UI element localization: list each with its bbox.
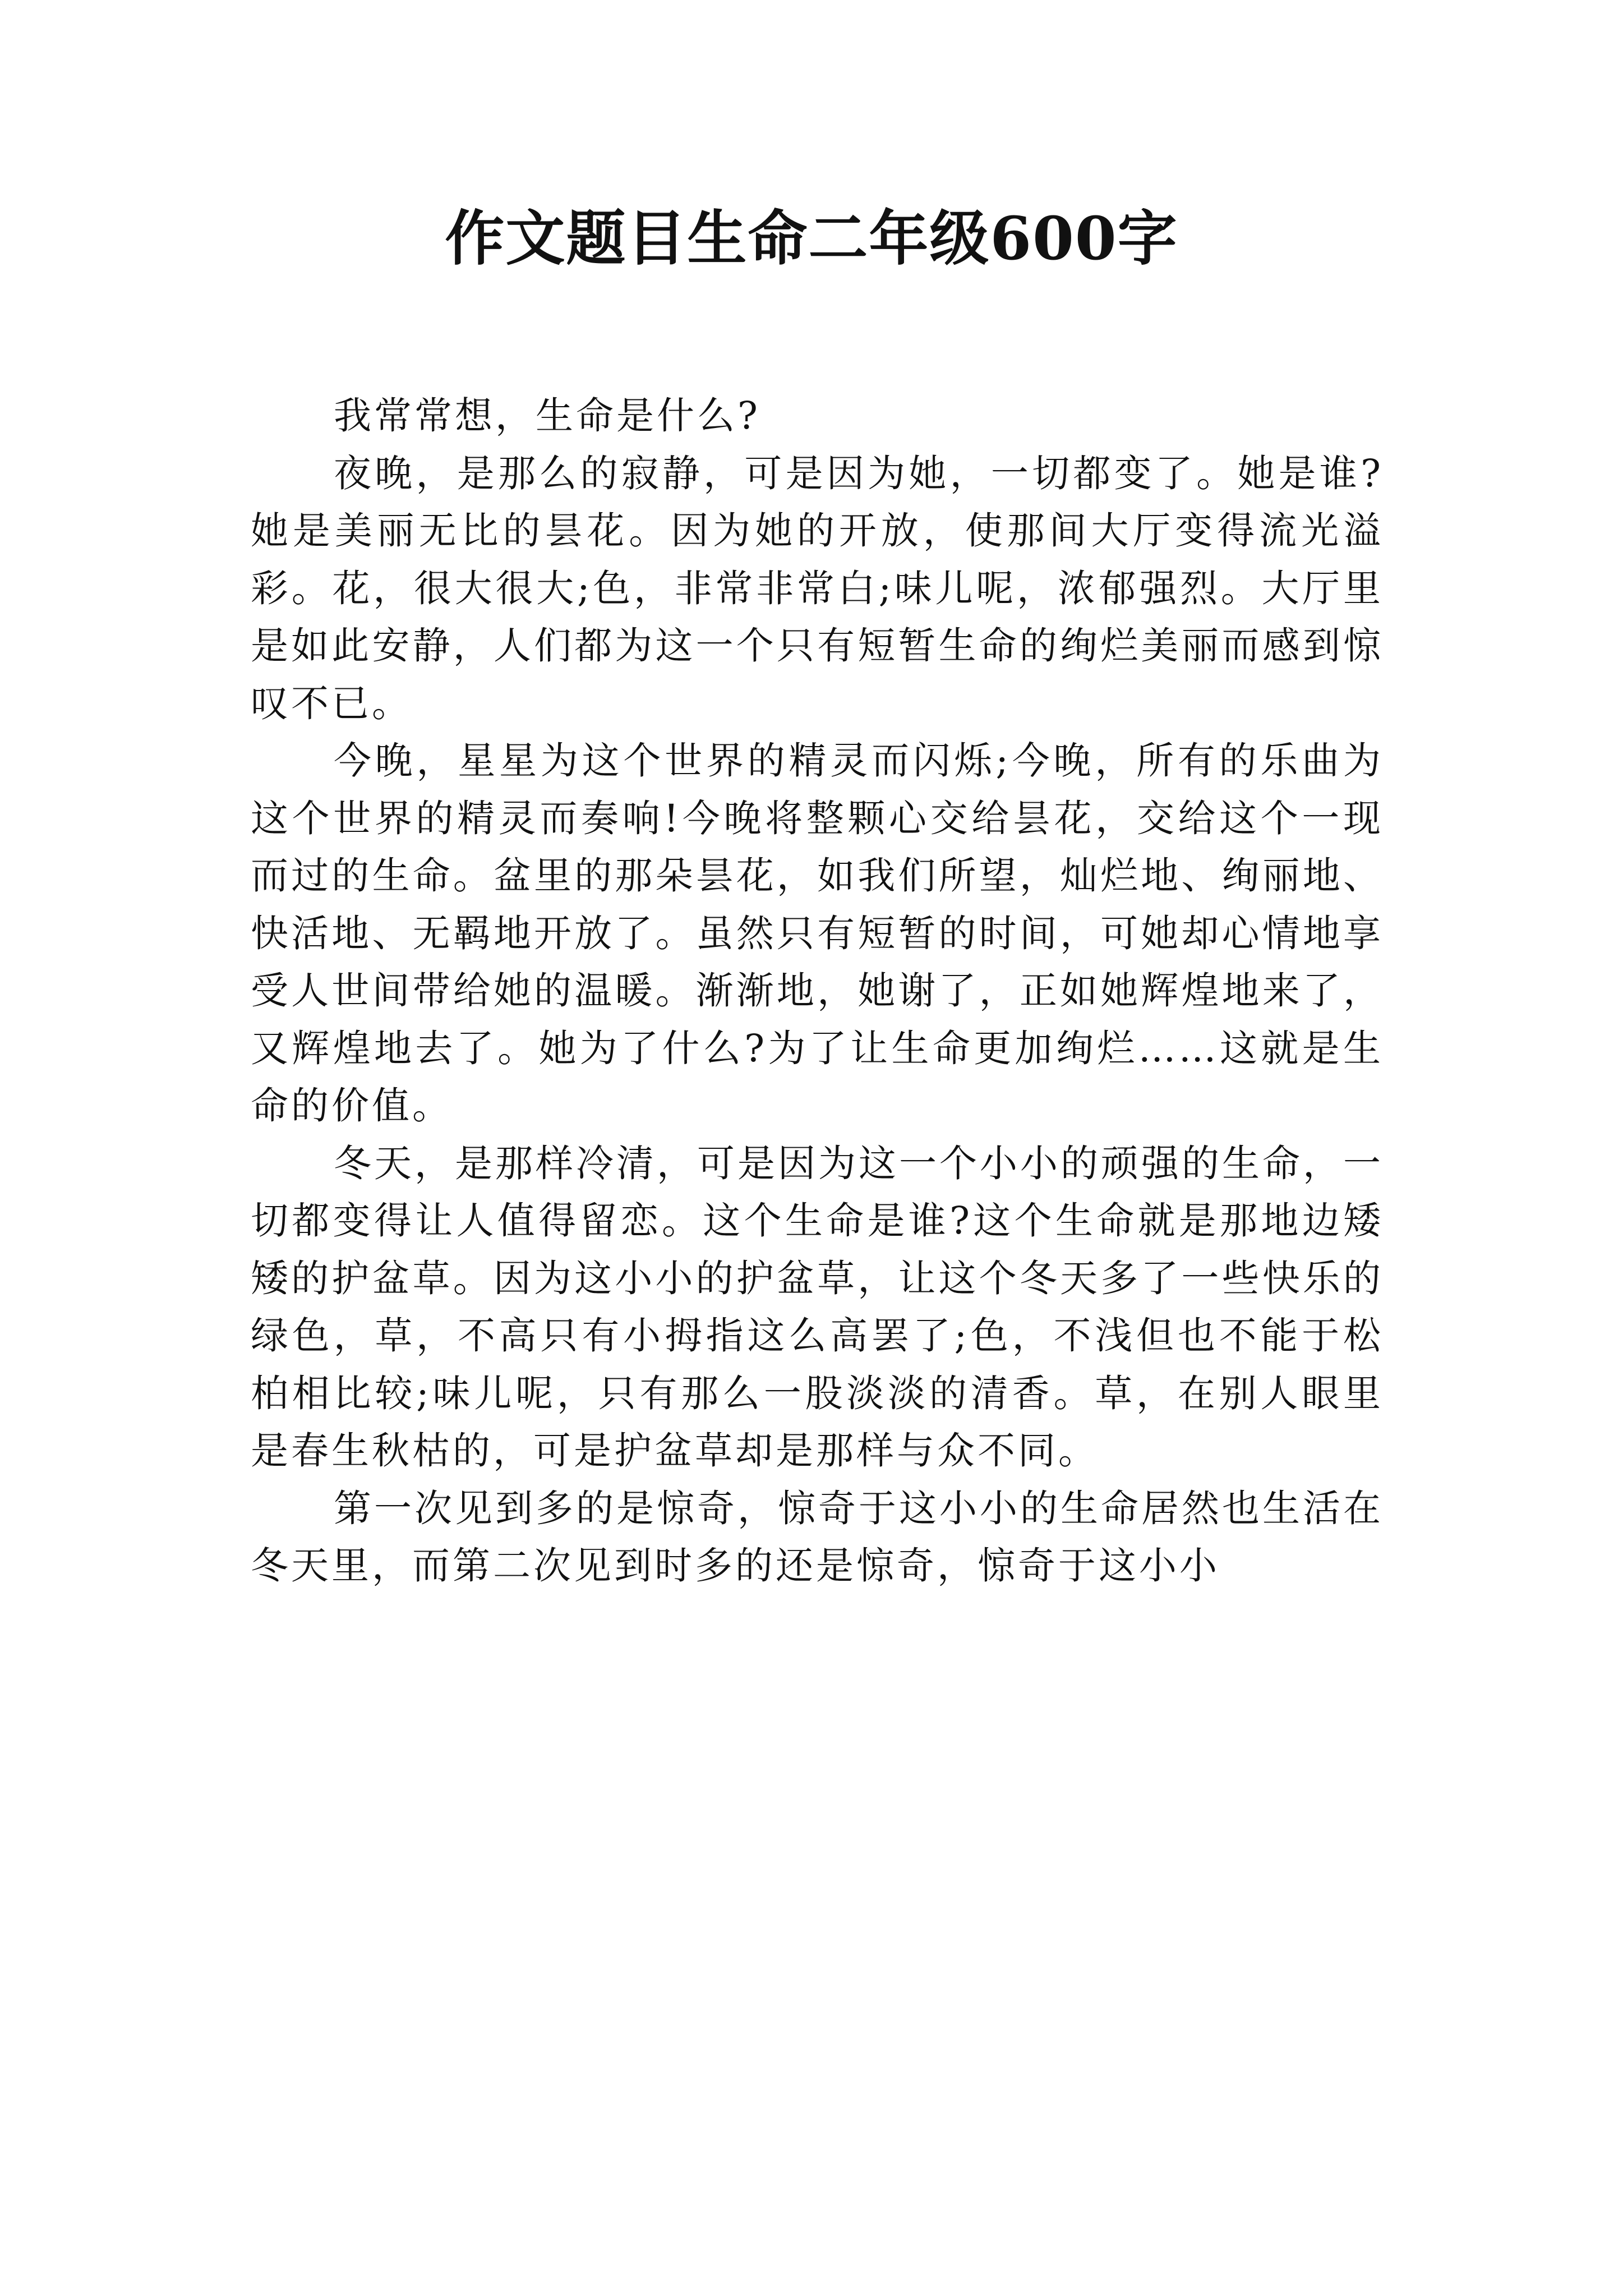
- paragraph: 我常常想，生命是什么?: [334, 394, 760, 438]
- paragraph: 冬天，是那样冷清，可是因为这一个小小的顽强的生命，一切都变得让人值得留恋。这个生命是谁?这个生命就是那地边矮矮的护盆草。因为这小小的护盆草，让这个冬天多了一些快乐的绿色，草，不高只有小拇指这么高罢了;色，不浅但也不能于松柏相比较;味儿呢，只有那么一股淡淡的清香。草，在别人眼里是春生秋枯的，可是护盆草却是那样与众不同。: [251, 1141, 1384, 1473]
- document-title: 作文题目生命二年级600字: [445, 203, 1178, 273]
- paragraph: 夜晚，是那么的寂静，可是因为她，一切都变了。她是谁?她是美丽无比的昙花。因为她的开放，使那间大厅变得流光溢彩。花，很大很大;色，非常非常白;味儿呢，浓郁强烈。大厅里是如此安静，人们都为这一个只有短暂生命的绚烂美丽而感到惊叹不已。: [251, 451, 1384, 725]
- paragraph: 第一次见到多的是惊奇，惊奇于这小小的生命居然也生活在冬天里，而第二次见到时多的还是惊奇，惊奇于这小小: [251, 1486, 1384, 1588]
- document-body: [251, 387, 1384, 1595]
- paragraph: 今晚，星星为这个世界的精灵而闪烁;今晚，所有的乐曲为这个世界的精灵而奏响!今晚将整颗心交给昙花，交给这个一现而过的生命。盆里的那朵昙花，如我们所望，灿烂地、绚丽地、快活地、无羁地开放了。虽然只有短暂的时间，可她却心情地享受人世间带给她的温暖。渐渐地，她谢了，正如她辉煌地来了，又辉煌地去了。她为了什么?为了让生命更加绚烂……这就是生命的价值。: [251, 739, 1384, 1128]
